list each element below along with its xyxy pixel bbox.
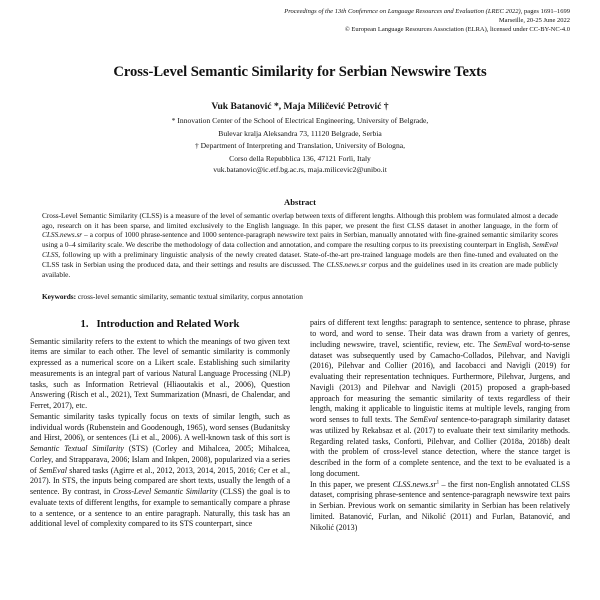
- venue-line: [30, 8, 570, 17]
- section-number: 1.: [80, 319, 89, 331]
- paragraph: [30, 337, 290, 412]
- abstract-body: [42, 211, 558, 280]
- abstract-italic-1: CLSS.news.sr: [42, 230, 83, 240]
- term-emphasis: Cross-Level Semantic Similarity: [112, 487, 218, 497]
- location-line: Marseille, 20-25 June 2022: [498, 16, 570, 24]
- paragraph: [310, 318, 570, 479]
- affiliation-line-4: Corso della Repubblica 136, 47121 Forlì, Italy: [229, 154, 371, 164]
- footnote-marker[interactable]: 1: [436, 479, 440, 485]
- paragraph: [310, 480, 570, 534]
- dataset-name: CLSS.news.sr: [392, 479, 437, 489]
- author-emails: vuk.batanovic@ic.etf.bg.ac.rs, maja.milicevic2@unibo.it: [213, 165, 387, 174]
- section-title: Introduction and Related Work: [96, 319, 240, 331]
- paragraph-text: (STS) (Corley and Mihalcea, 2005; Mihalcea, Corley, and Strapparava, 2006; Islam and Inkpen, 2008), popularized via a series of: [30, 444, 290, 475]
- title-block: [30, 64, 570, 176]
- abstract-heading: Abstract: [284, 196, 316, 207]
- abstract-text-1: Cross-Level Semantic Similarity (CLSS) is a measure of the level of semantic overlap between texts of different lengths. Although this problem was formulated almost a decade ago, research on it has been sparse, and limited exclusively to the English language. In this paper, we present the first CLSS dataset in another language, in the form of: [42, 210, 558, 230]
- paragraph-text: Semantic similarity refers to the extent to which the meanings of two given text items are similar to each other. The level of semantic similarity is commonly expressed as a numerical score on a Likert scale. Establishing such similarity measurements is an integral part of various Natural Language Processing (NLP) tasks, such as Information Retrieval (Hliaoutakis et al., 2006), Question Answering (Risch et al., 2021), Text Summarization (Mnasri, de Chalendar, and Ferret, 2017), etc.: [30, 336, 290, 411]
- venue-name: Proceedings of the 13th Conference on Language Resources and Evaluation (LREC 2022): [284, 8, 521, 15]
- keywords-label: Keywords:: [42, 292, 77, 302]
- paragraph-text: – the first non-English annotated CLSS dataset, comprising phrase-sentence and sentence-paragraph newswire text pairs in Serbian. Previous work on semantic similarity in Serbian has been relatively limited. Batanović, Furlan, and Nikolić (2011) and Furlan, Batanović, and Nikolić (2013): [310, 479, 570, 532]
- term-emphasis: SemEval: [493, 339, 522, 349]
- author-list: Vuk Batanović *, Maja Miličević Petrović †: [211, 101, 389, 113]
- paragraph-text: sentence-to-paragraph similarity dataset was utilized by Rekabsaz et al. (2017) to evaluate their text similarity methods. Regarding related tasks, Conforti, Pilehvar, and Collier (2018a, 2018b) dealt with the problem of cross-level stance detection, where the stance target is described in the form of a complete sentence, and the text to be evaluated is a long document.: [310, 415, 570, 478]
- term-emphasis: SemEval: [409, 415, 438, 425]
- paragraph-text: (CLSS) the goal is to evaluate texts of different lengths, for example to semantically compare a phrase to a sentence, or a sentence to an entire paragraph. Naturally, this task has an additional level of complexity compared to its STS counterpart, since: [30, 487, 290, 529]
- affiliation-line-3: † Department of Interpreting and Translation, University of Bologna,: [194, 141, 406, 151]
- affiliation-line-2: Bulevar kralja Aleksandra 73, 11120 Belgrade, Serbia: [218, 128, 382, 138]
- abstract-text-2: – a corpus of 1000 phrase-sentence and 1000 sentence-paragraph newswire text pairs in Serbian, manually annotated with fine-grained semantic similarity scores using a 0–4 similarity scale. We describe the methodology of data collection and annotation, and compare the resulting corpus to its preexisting counterpart in English,: [42, 230, 558, 250]
- term-emphasis: Semantic Textual Similarity: [30, 444, 124, 454]
- abstract-italic-3: CLSS.news.sr: [326, 259, 367, 269]
- keywords-value: cross-level semantic similarity, semantic textual similarity, corpus annotation: [76, 292, 303, 302]
- paragraph-text: shared tasks (Agirre et al., 2012, 2013, 2014, 2015, 2016; Cer et al., 2017). In STS, the inputs being compared are short texts, usually the length of a sentence. By contrast, in: [30, 465, 290, 497]
- abstract-text-4: corpus and the guidelines used in its creation are made publicly available.: [42, 259, 559, 279]
- abstract-section: [42, 197, 558, 280]
- affiliation-line-1: * Innovation Center of the School of Electrical Engineering, University of Belgrade,: [171, 115, 429, 125]
- right-column: [310, 318, 570, 533]
- paragraph-text: Semantic similarity tasks typically focus on texts of similar length, such as individual words (Rubenstein and Goodenough, 1965), word senses (Budanitsky and Hirst, 2006), or sentences (Li et al., 2006). A well-known task of this sort is: [30, 411, 290, 443]
- paragraph-text: In this paper, we present: [310, 479, 393, 489]
- section-heading-1: [30, 318, 290, 331]
- page-range: , pages 1691–1699: [520, 8, 570, 15]
- left-column: [30, 318, 290, 530]
- proceedings-header: [30, 0, 570, 35]
- paragraph: [30, 412, 290, 530]
- body-columns: [30, 318, 570, 533]
- paragraph-text: pairs of different text lengths: paragraph to sentence, sentence to phrase, phrase to word, and word to sense. Their data was drawn from a variety of genres, including newswire, travel, scientific, review, etc. The: [310, 318, 570, 349]
- page-title: Cross-Level Semantic Similarity for Serbian Newswire Texts: [113, 63, 487, 80]
- license-line: © European Language Resources Association (ELRA), licensed under CC-BY-NC-4.0: [344, 25, 570, 33]
- paragraph-text: word-to-sense dataset was subsequently used by Camacho-Collados, Pilehvar, and Navigli (2016), Pilehvar and Collier (2016), and Iacobacci and Navigli (2019) for evaluating their representation techniques. Furthermore, Pilehvar, Jurgens, and Navigli (2013) and Pilehvar and Navigli (2015) proposed a graph-based approach for measuring the semantic similarity of texts regardless of their length, making it applicable to linguistic items at multiple levels, ranging from word senses to full texts. The: [310, 339, 570, 425]
- keywords-line: [42, 292, 558, 302]
- abstract-italic-2: SemEval CLSS: [42, 240, 558, 260]
- abstract-text-3: , following up with a preliminary linguistic analysis of the newly created dataset. State-of-the-art pre-trained language models are then fine-tuned and evaluated on the CLSS task in Serbian using the produced data, and their settings and results are discussed. The: [42, 250, 558, 269]
- term-emphasis: SemEval: [38, 465, 67, 475]
